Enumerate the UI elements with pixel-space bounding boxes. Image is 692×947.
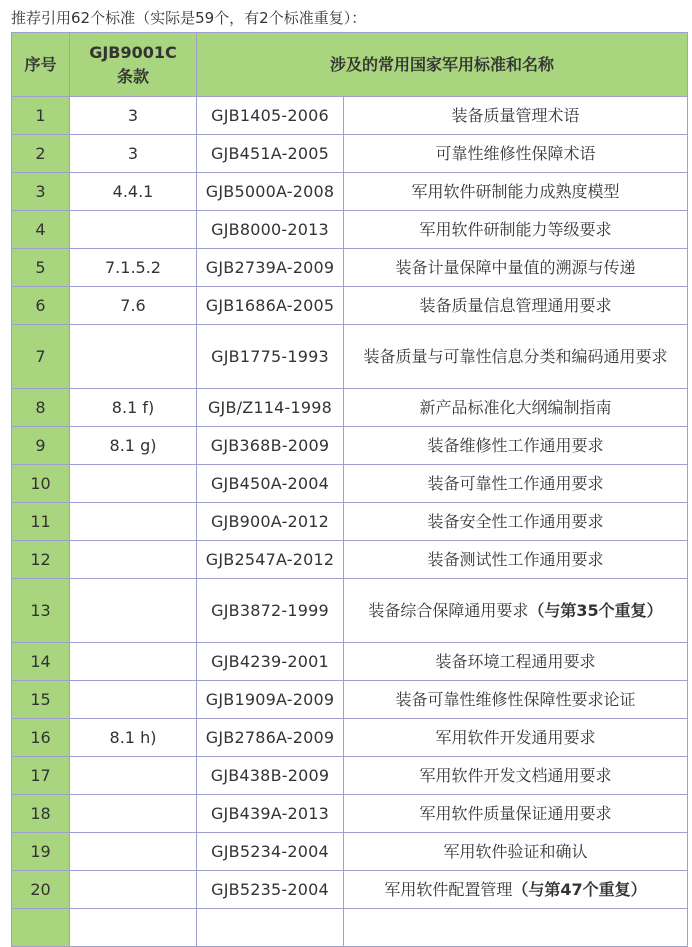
header-clause-line1: GJB9001C: [89, 42, 177, 62]
table-row: [12, 325, 688, 389]
row-standard-name: [344, 173, 688, 211]
table-row: [12, 719, 688, 757]
row-clause: [70, 871, 197, 909]
row-seq: 1: [12, 97, 70, 135]
row-standard-name: [344, 719, 688, 757]
row-standard-code: GJB2547A-2012: [197, 541, 344, 579]
row-standard-name-text: 装备质量与可靠性信息分类和编码通用要求: [363, 346, 668, 366]
row-seq: 11: [12, 503, 70, 541]
table-row: [12, 909, 688, 947]
row-standard-name-text: 装备可靠性维修性保障性要求论证: [395, 689, 636, 709]
row-seq: 6: [12, 287, 70, 325]
row-standard-name-text: 装备安全性工作通用要求: [427, 511, 604, 531]
row-clause: [70, 211, 197, 249]
table-row: [12, 287, 688, 325]
table-row: [12, 465, 688, 503]
row-standard-code: GJB4239-2001: [197, 643, 344, 681]
table-body: [12, 97, 688, 947]
row-seq: 14: [12, 643, 70, 681]
table-row: [12, 541, 688, 579]
row-standard-name-text: 装备质量信息管理通用要求: [419, 295, 612, 315]
row-standard-code: GJB3872-1999: [197, 579, 344, 643]
row-clause: 8.1 f): [70, 389, 197, 427]
row-standard-name-text: 装备质量管理术语: [451, 105, 580, 125]
row-standard-code: GJB1686A-2005: [197, 287, 344, 325]
header-clause-line2: 条款: [116, 66, 149, 86]
row-seq: 15: [12, 681, 70, 719]
row-seq: 7: [12, 325, 70, 389]
row-standard-name: [344, 579, 688, 643]
row-seq: 19: [12, 833, 70, 871]
row-standard-name: [344, 503, 688, 541]
row-clause: [70, 465, 197, 503]
row-standard-code: GJB450A-2004: [197, 465, 344, 503]
table-row: [12, 871, 688, 909]
row-standard-name: [344, 681, 688, 719]
row-standard-name-text: 军用软件验证和确认: [443, 841, 588, 861]
row-seq: 13: [12, 579, 70, 643]
row-duplicate-note: （与第47个重复）: [512, 879, 647, 899]
row-clause: [70, 795, 197, 833]
row-standard-name-text: 可靠性维修性保障术语: [435, 143, 596, 163]
row-standard-name-text: 军用软件质量保证通用要求: [419, 803, 612, 823]
row-clause: 3: [70, 135, 197, 173]
table-row: [12, 503, 688, 541]
row-standard-code: GJB1405-2006: [197, 97, 344, 135]
standards-table: [11, 32, 688, 947]
row-clause: 4.4.1: [70, 173, 197, 211]
row-standard-name: [344, 795, 688, 833]
header-clause: [70, 33, 197, 97]
row-seq: 3: [12, 173, 70, 211]
row-clause: 8.1 g): [70, 427, 197, 465]
table-row: [12, 643, 688, 681]
intro-text: 推荐引用62个标准（实际是59个，有2个标准重复）：: [11, 9, 367, 27]
row-standard-name: [344, 757, 688, 795]
table-row: [12, 833, 688, 871]
row-standard-name-text: 装备可靠性工作通用要求: [427, 473, 604, 493]
row-standard-code: GJB5234-2004: [197, 833, 344, 871]
row-standard-name-text: 装备测试性工作通用要求: [427, 549, 604, 569]
row-clause: 7.1.5.2: [70, 249, 197, 287]
row-standard-name: [344, 909, 688, 947]
row-seq: [12, 909, 70, 947]
row-standard-code: GJB2786A-2009: [197, 719, 344, 757]
row-standard-code: GJB/Z114-1998: [197, 389, 344, 427]
row-standard-code: GJB438B-2009: [197, 757, 344, 795]
row-standard-name-text: 装备综合保障通用要求: [368, 600, 529, 620]
row-standard-name: [344, 287, 688, 325]
row-standard-name: [344, 211, 688, 249]
row-standard-code: GJB2739A-2009: [197, 249, 344, 287]
row-clause: 8.1 h): [70, 719, 197, 757]
row-standard-code: GJB5235-2004: [197, 871, 344, 909]
row-clause: [70, 833, 197, 871]
row-standard-code: GJB8000-2013: [197, 211, 344, 249]
table-row: [12, 795, 688, 833]
table-row: [12, 757, 688, 795]
row-seq: 4: [12, 211, 70, 249]
row-clause: [70, 541, 197, 579]
row-seq: 18: [12, 795, 70, 833]
row-clause: [70, 325, 197, 389]
row-clause: [70, 579, 197, 643]
row-standard-name-text: 军用软件研制能力成熟度模型: [411, 181, 620, 201]
row-standard-name: [344, 97, 688, 135]
row-standard-name-text: 军用软件配置管理: [384, 879, 513, 899]
row-clause: [70, 681, 197, 719]
row-standard-name-text: 装备维修性工作通用要求: [427, 435, 604, 455]
table-row: [12, 211, 688, 249]
row-standard-name-text: 新产品标准化大纲编制指南: [419, 397, 612, 417]
row-clause: [70, 757, 197, 795]
row-standard-code: GJB900A-2012: [197, 503, 344, 541]
row-standard-name-text: 装备计量保障中量值的溯源与传递: [395, 257, 636, 277]
row-standard-name: [344, 871, 688, 909]
table-row: [12, 249, 688, 287]
row-seq: 8: [12, 389, 70, 427]
row-seq: 17: [12, 757, 70, 795]
table-row: [12, 97, 688, 135]
row-standard-code: GJB439A-2013: [197, 795, 344, 833]
row-seq: 16: [12, 719, 70, 757]
row-standard-code: GJB1775-1993: [197, 325, 344, 389]
row-standard-code: GJB1909A-2009: [197, 681, 344, 719]
row-standard-code: GJB5000A-2008: [197, 173, 344, 211]
row-clause: [70, 909, 197, 947]
row-clause: 7.6: [70, 287, 197, 325]
row-clause: 3: [70, 97, 197, 135]
table-row: [12, 135, 688, 173]
table-row: [12, 173, 688, 211]
table-row: [12, 427, 688, 465]
row-standard-name: [344, 249, 688, 287]
row-standard-name-text: 军用软件开发通用要求: [435, 727, 596, 747]
row-standard-name-text: 军用软件研制能力等级要求: [419, 219, 612, 239]
row-clause: [70, 503, 197, 541]
row-standard-name: [344, 541, 688, 579]
table-row: [12, 579, 688, 643]
row-standard-name: [344, 833, 688, 871]
row-standard-code: [197, 909, 344, 947]
row-standard-name-text: 军用软件开发文档通用要求: [419, 765, 612, 785]
row-seq: 2: [12, 135, 70, 173]
row-standard-name: [344, 465, 688, 503]
row-standard-name: [344, 325, 688, 389]
row-standard-name: [344, 427, 688, 465]
row-seq: 12: [12, 541, 70, 579]
header-seq: 序号: [12, 33, 70, 97]
row-clause: [70, 643, 197, 681]
row-duplicate-note: （与第35个重复）: [528, 600, 663, 620]
table-row: [12, 681, 688, 719]
row-standard-name: [344, 135, 688, 173]
row-seq: 9: [12, 427, 70, 465]
row-seq: 20: [12, 871, 70, 909]
row-standard-code: GJB451A-2005: [197, 135, 344, 173]
row-standard-name-text: 装备环境工程通用要求: [435, 651, 596, 671]
table-row: [12, 389, 688, 427]
row-seq: 10: [12, 465, 70, 503]
row-seq: 5: [12, 249, 70, 287]
table-header-row: [12, 33, 688, 97]
row-standard-name: [344, 389, 688, 427]
row-standard-name: [344, 643, 688, 681]
row-standard-code: GJB368B-2009: [197, 427, 344, 465]
header-standard: 涉及的常用国家军用标准和名称: [197, 33, 688, 97]
